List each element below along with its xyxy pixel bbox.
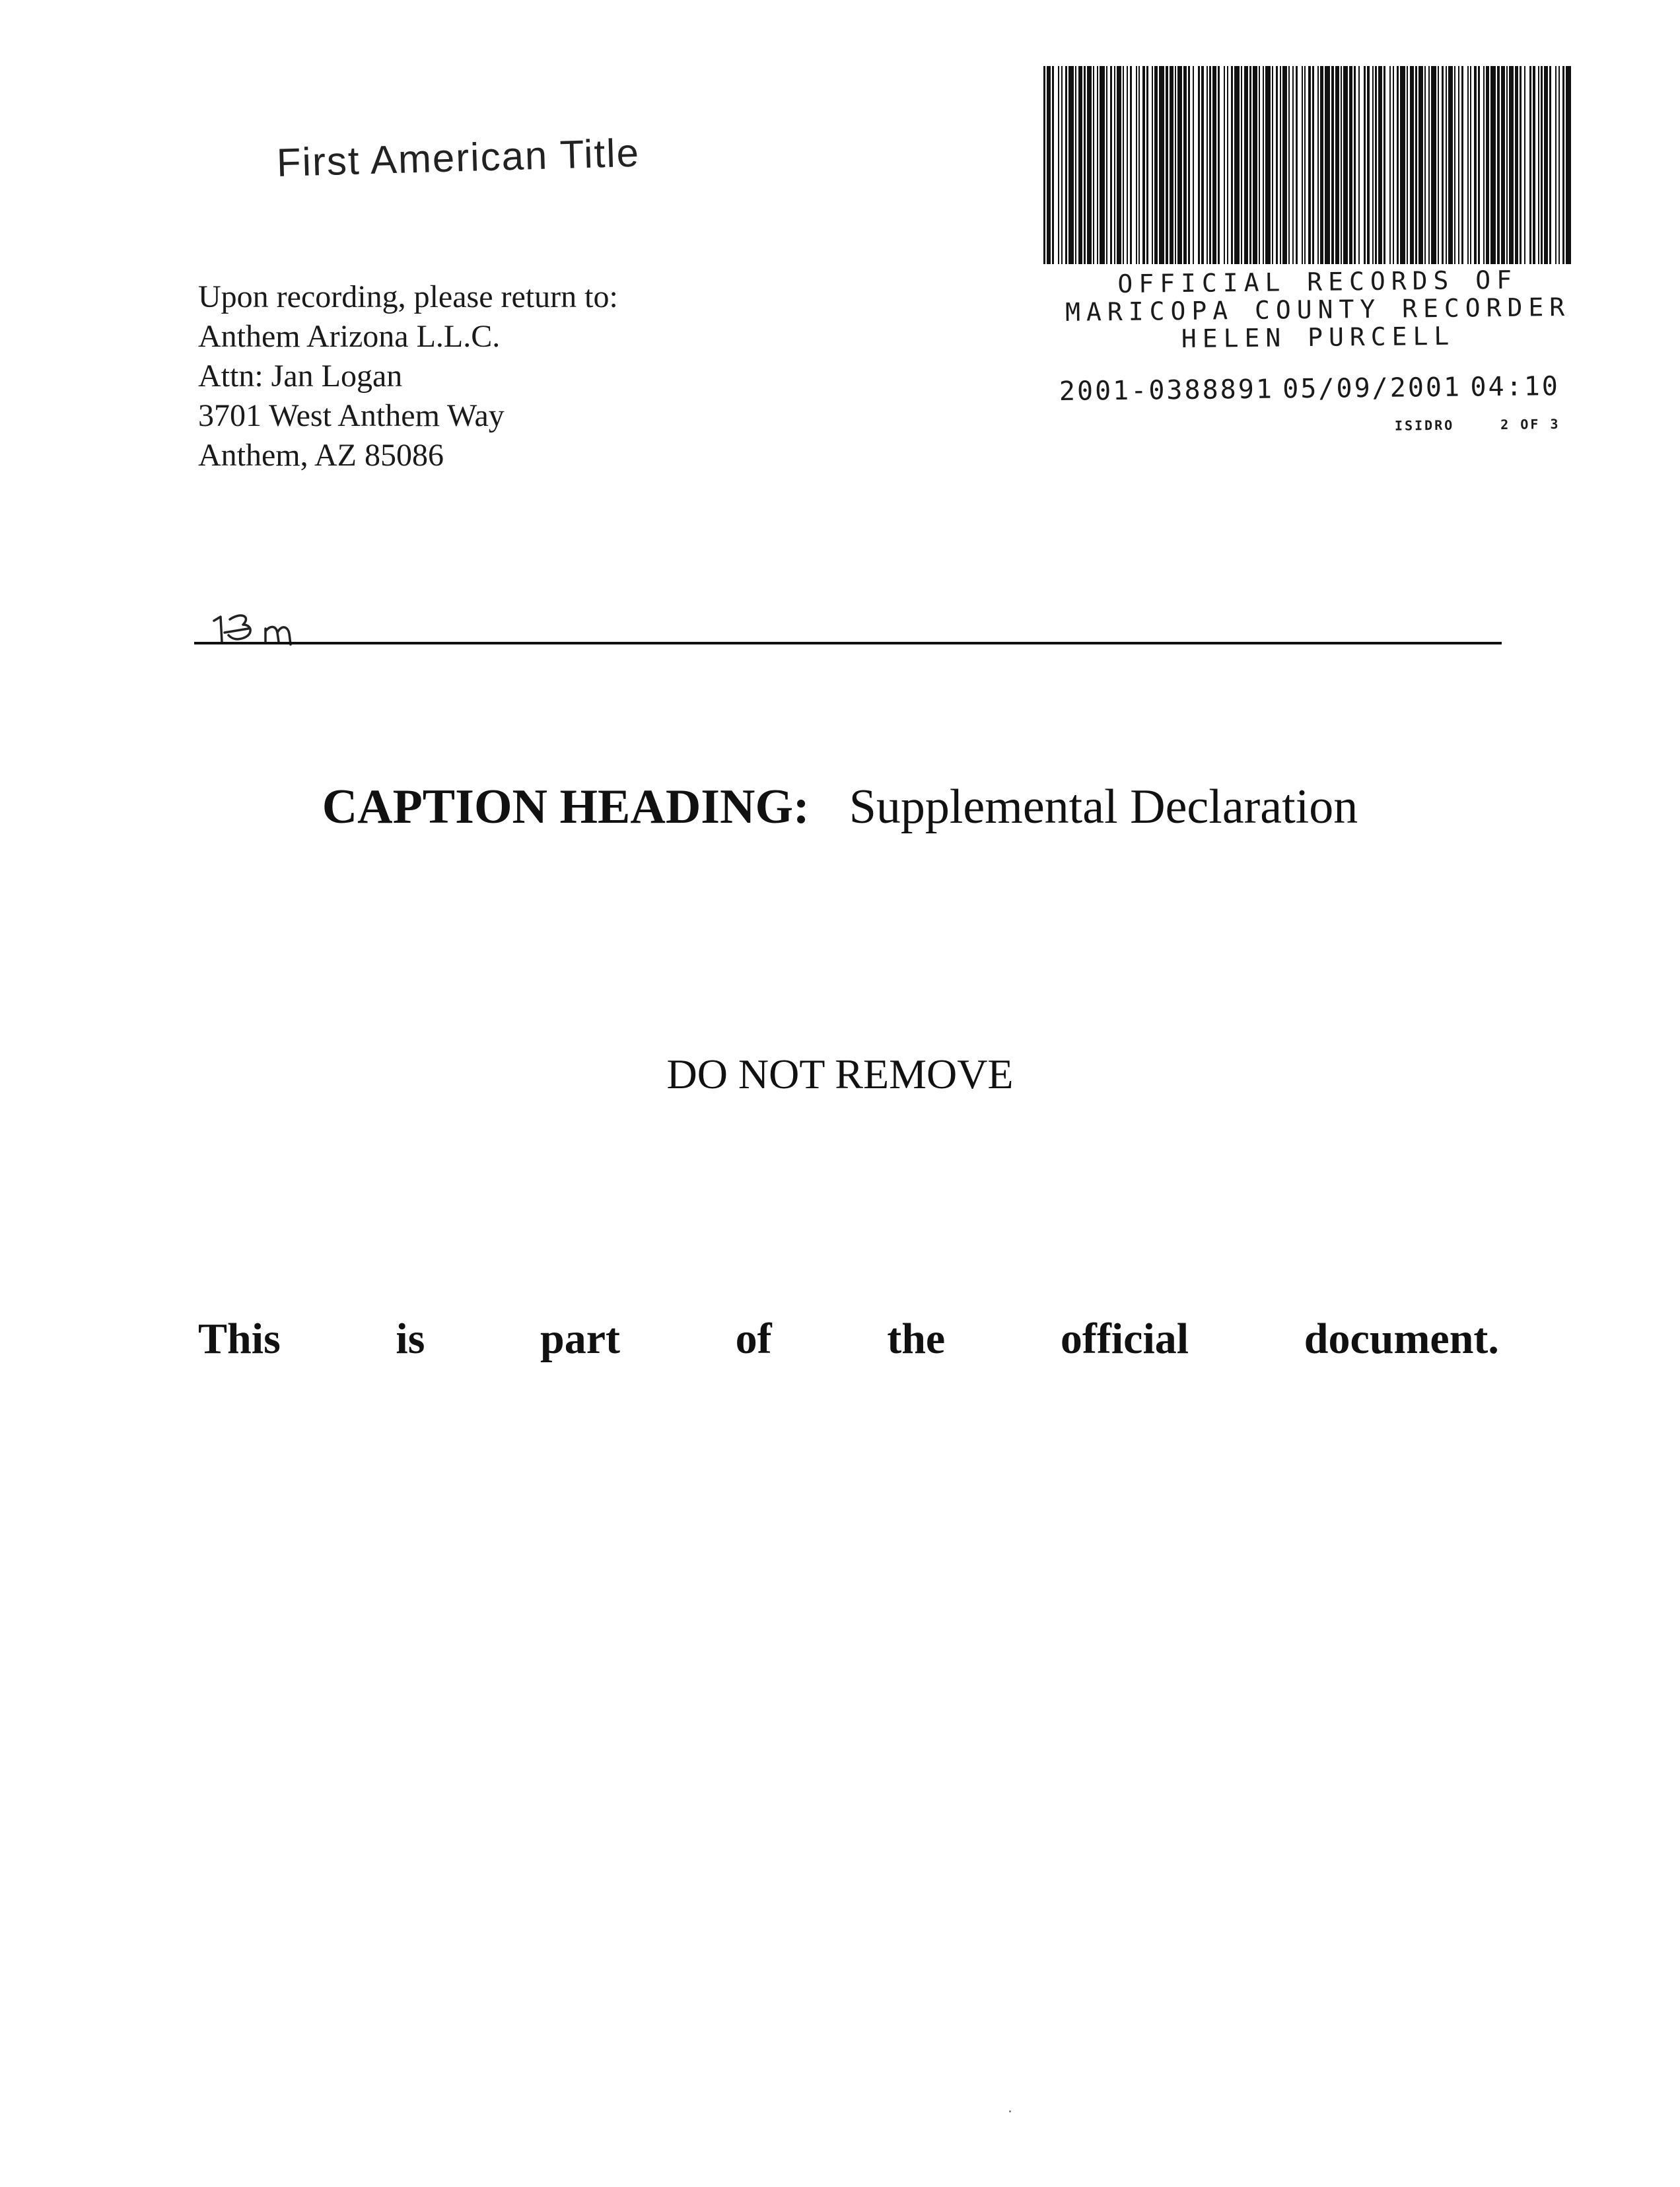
barcode-bar (1093, 66, 1094, 264)
barcode-bar (1061, 66, 1063, 264)
recording-info (1058, 371, 1580, 407)
barcode-bar (1159, 66, 1164, 264)
barcode-bar (1312, 66, 1314, 264)
barcode-bar (1520, 66, 1522, 264)
barcode-bar (1541, 66, 1543, 264)
barcode-bar (1138, 66, 1140, 264)
barcode-bar (1458, 66, 1459, 264)
barcode-bar (1282, 66, 1287, 264)
return-line: Anthem Arizona L.L.C. (198, 319, 501, 354)
statement-word: of (735, 1315, 772, 1363)
barcode-bar (1084, 66, 1086, 264)
barcode-bar (1364, 66, 1366, 264)
statement-word: the (887, 1315, 946, 1363)
barcode-bar (1341, 66, 1342, 264)
barcode-bar (1127, 66, 1128, 264)
barcode-bar (1280, 66, 1281, 264)
barcode-bar (1320, 66, 1323, 264)
barcode-bar (1302, 66, 1303, 264)
barcode-bar (1218, 66, 1220, 264)
recorder-line: HELEN PURCELL (1181, 321, 1455, 354)
barcode-bar (1566, 66, 1571, 264)
barcode-bar (1358, 66, 1360, 264)
barcode-bar (1448, 66, 1453, 264)
barcode-bar (1544, 66, 1548, 264)
caption-heading (0, 779, 1680, 835)
barcode-bar (1227, 66, 1228, 264)
barcode-bar (1249, 66, 1251, 264)
barcode-bar (1442, 66, 1444, 264)
record-number: 2001-0388891 (1059, 374, 1275, 407)
barcode-bar (1183, 66, 1187, 264)
barcode-bar (1506, 66, 1508, 264)
barcode-bar (1123, 66, 1124, 264)
barcode-bar (1470, 66, 1471, 264)
statement-word: This (198, 1315, 281, 1363)
barcode-bar (1383, 66, 1385, 264)
barcode-bar (1483, 66, 1485, 264)
barcode-bar (1058, 66, 1059, 264)
barcode-bar (1241, 66, 1242, 264)
barcode-bar (1454, 66, 1455, 264)
barcode-bar (1047, 66, 1051, 264)
recorder-line: OFFICIAL RECORDS OF (1117, 265, 1518, 299)
barcode-bar (1486, 66, 1489, 264)
barcode-bar (1065, 66, 1067, 264)
barcode-bar (1304, 66, 1306, 264)
clerk-name: ISIDRO (1394, 417, 1455, 434)
barcode-bar (1188, 66, 1190, 264)
header-divider (194, 642, 1502, 644)
barcode-bar (1331, 66, 1334, 264)
barcode-bar (1400, 66, 1405, 264)
barcode-bar (1142, 66, 1145, 264)
barcode-bar (1418, 66, 1423, 264)
barcode-bar (1296, 66, 1298, 264)
return-line: Anthem, AZ 85086 (198, 438, 444, 473)
barcode-bar (1043, 66, 1045, 264)
barcode-bar (1244, 66, 1248, 264)
scan-speck (1009, 2110, 1011, 2112)
barcode-bar (1265, 66, 1271, 264)
barcode-bar (1478, 66, 1480, 264)
barcode-bar (1515, 66, 1518, 264)
barcode-bar (1136, 66, 1137, 264)
barcode-bar (1349, 66, 1352, 264)
statement-word: document. (1304, 1315, 1499, 1363)
recorder-line: MARICOPA COUNTY RECORDER (1065, 292, 1571, 327)
barcode-bar (1272, 66, 1273, 264)
barcode-bar (1555, 66, 1557, 264)
barcode-bar (1343, 66, 1348, 264)
barcode-bar (1407, 66, 1408, 264)
barcode-bar (1259, 66, 1260, 264)
official-document-statement (198, 1314, 1499, 1364)
barcode-bar (1087, 66, 1092, 264)
barcode-bar (1538, 66, 1539, 264)
barcode-bar (1152, 66, 1153, 264)
barcode-bar (1308, 66, 1311, 264)
barcode-bar (1114, 66, 1115, 264)
barcode-bar (1100, 66, 1105, 264)
return-line: Attn: Jan Logan (198, 359, 403, 394)
barcode-bar (1288, 66, 1290, 264)
barcode-bar (1446, 66, 1447, 264)
barcode-bar (1397, 66, 1399, 264)
handwritten-initials (210, 594, 316, 647)
return-line: 3701 West Anthem Way (198, 398, 505, 433)
barcode-bar (1438, 66, 1439, 264)
barcode-bar (1372, 66, 1374, 264)
barcode-bar (1263, 66, 1264, 264)
barcode-bar (1549, 66, 1551, 264)
barcode-bar (1068, 66, 1074, 264)
barcode-bar (1509, 66, 1514, 264)
barcode-bar (1558, 66, 1560, 264)
barcode-bar (1367, 66, 1370, 264)
barcode-bar (1198, 66, 1200, 264)
statement-word: official (1060, 1315, 1189, 1363)
caption-value: Supplemental Declaration (849, 780, 1358, 834)
barcode-bar (1431, 66, 1436, 264)
barcode-bar (1201, 66, 1204, 264)
barcode-bar (1224, 66, 1225, 264)
barcode-bar (1424, 66, 1426, 264)
barcode-bar (1177, 66, 1182, 264)
barcode-bar (1117, 66, 1121, 264)
barcode-bar (1097, 66, 1098, 264)
statement-word: is (396, 1315, 425, 1363)
barcode-bar (1393, 66, 1394, 264)
barcode-bar (1524, 66, 1525, 264)
title-company-stamp: First American Title (276, 130, 641, 185)
barcode (1043, 66, 1572, 264)
barcode-bar (1166, 66, 1168, 264)
barcode-bar (1292, 66, 1294, 264)
barcode-bar (1389, 66, 1391, 264)
page-count: 2 OF 3 (1500, 416, 1560, 433)
recording-footer (1058, 416, 1580, 437)
barcode-bar (1378, 66, 1382, 264)
barcode-bar (1533, 66, 1535, 264)
barcode-bar (1154, 66, 1158, 264)
barcode-bar (1375, 66, 1377, 264)
barcode-bar (1209, 66, 1211, 264)
barcode-bar (1501, 66, 1505, 264)
recorder-stamp (1057, 265, 1580, 437)
barcode-bar (1253, 66, 1257, 264)
record-date: 05/09/2001 (1282, 372, 1462, 405)
barcode-bar (1317, 66, 1319, 264)
barcode-bar (1075, 66, 1076, 264)
barcode-bar (1078, 66, 1082, 264)
barcode-bar (1529, 66, 1531, 264)
barcode-bar (1146, 66, 1148, 264)
barcode-bar (1562, 66, 1564, 264)
barcode-bar (1052, 66, 1054, 264)
barcode-bar (1335, 66, 1339, 264)
barcode-bar (1354, 66, 1356, 264)
barcode-bar (1234, 66, 1240, 264)
barcode-bar (1415, 66, 1417, 264)
barcode-bar (1106, 66, 1107, 264)
barcode-bar (1474, 66, 1477, 264)
do-not-remove-notice: DO NOT REMOVE (666, 1051, 1014, 1097)
barcode-bar (1461, 66, 1463, 264)
barcode-bar (1110, 66, 1112, 264)
statement-word: part (540, 1315, 621, 1363)
barcode-bar (1497, 66, 1500, 264)
barcode-bar (1410, 66, 1414, 264)
barcode-bar (1325, 66, 1330, 264)
barcode-bar (1170, 66, 1173, 264)
barcode-bar (1212, 66, 1216, 264)
barcode-bar (1175, 66, 1176, 264)
barcode-bar (1207, 66, 1208, 264)
barcode-bar (1490, 66, 1496, 264)
barcode-bar (1428, 66, 1430, 264)
barcode-bar (1193, 66, 1194, 264)
caption-label: CAPTION HEADING: (322, 780, 810, 834)
barcode-bar (1130, 66, 1132, 264)
return-address-block (198, 277, 618, 475)
record-time: 04:10 (1470, 371, 1560, 403)
return-heading: Upon recording, please return to: (198, 279, 618, 314)
barcode-bar (1467, 66, 1469, 264)
barcode-bar (1276, 66, 1278, 264)
barcode-bar (1231, 66, 1233, 264)
